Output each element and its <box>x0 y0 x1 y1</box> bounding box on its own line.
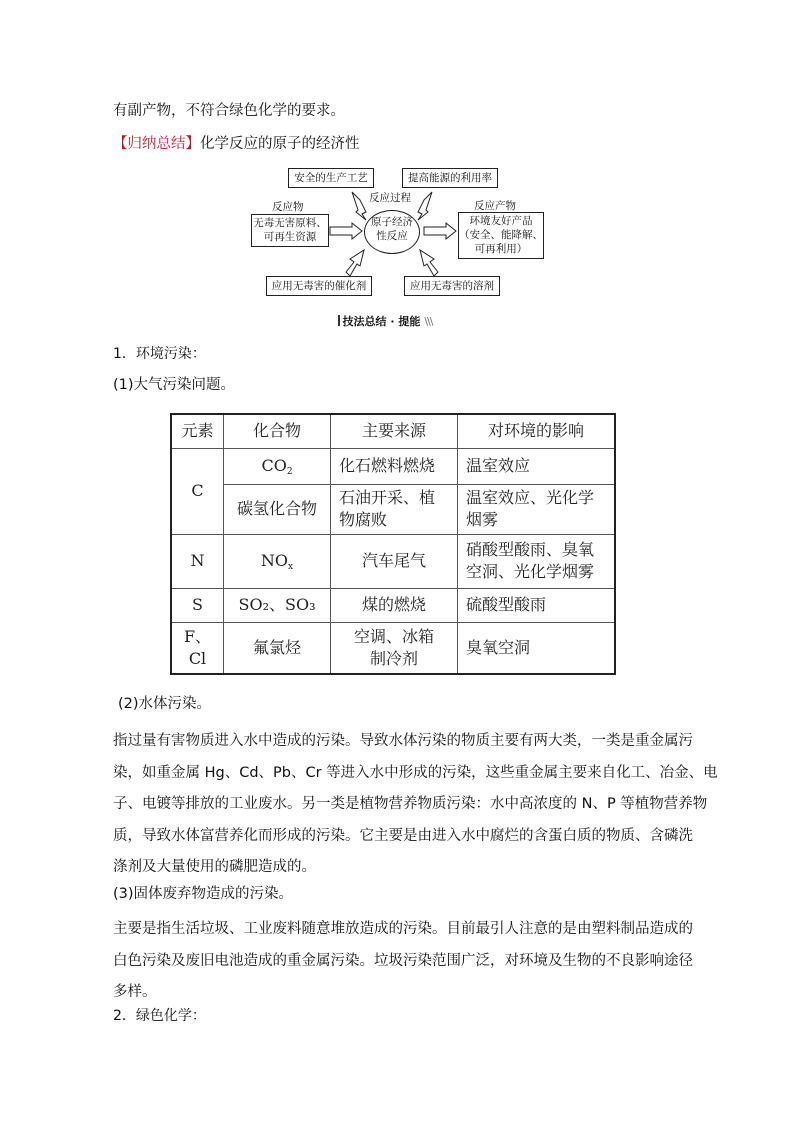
box-energy-efficiency: 提高能源的利用率 <box>402 168 498 188</box>
cell-compound <box>224 534 331 588</box>
cell-compound: 氟氯烃 <box>224 622 331 674</box>
water-paragraph <box>113 726 718 884</box>
section-tag-text: 技法总结 · 提能 <box>342 315 421 328</box>
solid-line: 主要是指生活垃圾、工业废料随意堆放造成的污染。目前最引人注意的是由塑料制品造成的 <box>113 921 693 937</box>
center-atom-economy <box>364 210 420 254</box>
table-header-row <box>171 414 615 448</box>
cell-impact: 温室效应 <box>458 448 616 484</box>
cell-source: 煤的燃烧 <box>331 588 458 622</box>
cell-element: N <box>171 534 224 588</box>
solid-line: 白色污染及废旧电池造成的重金属污染。垃圾污染范围广泛，对环境及生物的不良影响途径 <box>113 952 693 969</box>
cell-source: 石油开采、植物腐败 <box>331 484 458 534</box>
sub-1: (1)大气污染问题。 <box>113 377 236 393</box>
sub-2: (2)水体污染。 <box>118 696 212 712</box>
table-row <box>171 484 615 534</box>
water-line: 涤剂及大量使用的磷肥造成的。 <box>113 859 316 875</box>
compound-text: CO <box>261 456 287 475</box>
label-process: 反应过程 <box>369 192 411 204</box>
cell-source: 空调、冰箱制冷剂 <box>331 622 458 674</box>
pollution-table <box>170 413 616 675</box>
box-catalyst: 应用无毒害的催化剂 <box>266 276 372 296</box>
arrow-right <box>424 223 456 239</box>
reactant-line-2: 可再生资源 <box>263 231 317 243</box>
product-line-2: （安全、能降解、 <box>459 229 543 241</box>
solid-line: 多样。 <box>113 984 157 1000</box>
center-line-1: 原子经济 <box>371 216 413 228</box>
cell-element: F、Cl <box>171 622 224 674</box>
water-line: 染，如重金属 Hg、Cd、Pb、Cr 等进入水中形成的污染，这些重金属主要来自化工、冶金、电 <box>113 764 718 781</box>
arrow-bottom-right <box>420 250 438 276</box>
box-solvent: 应用无毒害的溶剂 <box>404 276 500 296</box>
product-line-1: 环境友好产品 <box>469 215 533 227</box>
compound-subscript: x <box>288 562 294 572</box>
box-product <box>458 212 544 259</box>
table-row <box>171 588 615 622</box>
water-line: 质，导致水体富营养化而形成的污染。它主要是由进入水中腐烂的含蛋白质的物质、含磷洗 <box>113 827 693 844</box>
table-row <box>171 622 615 674</box>
reactant-line-1: 无毒无害原料、 <box>253 217 327 229</box>
sub-3: (3)固体废弃物造成的污染。 <box>113 886 294 902</box>
th-source: 主要来源 <box>331 414 458 448</box>
cell-impact: 硝酸型酸雨、臭氧空洞、光化学烟雾 <box>458 534 616 588</box>
cell-compound: 碳氢化合物 <box>224 484 331 534</box>
cell-element: S <box>171 588 224 622</box>
label-reactant: 反应物 <box>272 201 304 213</box>
tag-bar-icon <box>338 315 340 326</box>
table-row <box>171 448 615 484</box>
label-product: 反应产物 <box>474 200 516 212</box>
table-row <box>171 534 615 588</box>
th-compound: 化合物 <box>224 414 331 448</box>
cell-source: 化石燃料燃烧 <box>331 448 458 484</box>
summary-title: 化学反应的原子的经济性 <box>200 136 360 152</box>
th-impact: 对环境的影响 <box>458 414 616 448</box>
arrow-bottom-left <box>346 250 364 276</box>
water-line: 子、电镀等排放的工业废水。另一类是植物营养物质污染：水中高浓度的 N、P 等植物营养物 <box>113 796 708 812</box>
solid-paragraph <box>113 914 693 1009</box>
water-line: 指过量有害物质进入水中造成的污染。导致水体污染的物质主要有两大类，一类是重金属污 <box>113 733 693 749</box>
cell-impact: 温室效应、光化学烟雾 <box>458 484 616 534</box>
item-2: 2．绿色化学： <box>113 1008 206 1024</box>
center-line-2: 性反应 <box>376 230 408 242</box>
compound-subscript: 2 <box>286 467 293 477</box>
arrow-top-left <box>352 192 366 220</box>
cell-compound <box>224 448 331 484</box>
intro-line: 有副产物，不符合绿色化学的要求。 <box>113 103 345 119</box>
tag-slashes: \\\ <box>424 315 433 328</box>
compound-text: NO <box>260 551 289 570</box>
box-reactant <box>251 214 329 247</box>
arrow-left <box>330 223 362 239</box>
cell-compound: SO₂、SO₃ <box>224 588 331 622</box>
summary-tag: 【归纳总结】 <box>113 136 200 152</box>
diagram-arrows <box>0 0 793 320</box>
cell-source: 汽车尾气 <box>331 534 458 588</box>
product-line-3: 可再利用） <box>474 243 528 255</box>
box-safe-process: 安全的生产工艺 <box>288 168 374 188</box>
cell-impact: 臭氧空洞 <box>458 622 616 674</box>
cell-element: C <box>171 448 224 534</box>
item-1: 1．环境污染： <box>113 346 206 362</box>
arrow-top-right <box>418 192 432 220</box>
section-tag <box>338 313 432 329</box>
cell-impact: 硫酸型酸雨 <box>458 588 616 622</box>
th-element: 元素 <box>171 414 224 448</box>
